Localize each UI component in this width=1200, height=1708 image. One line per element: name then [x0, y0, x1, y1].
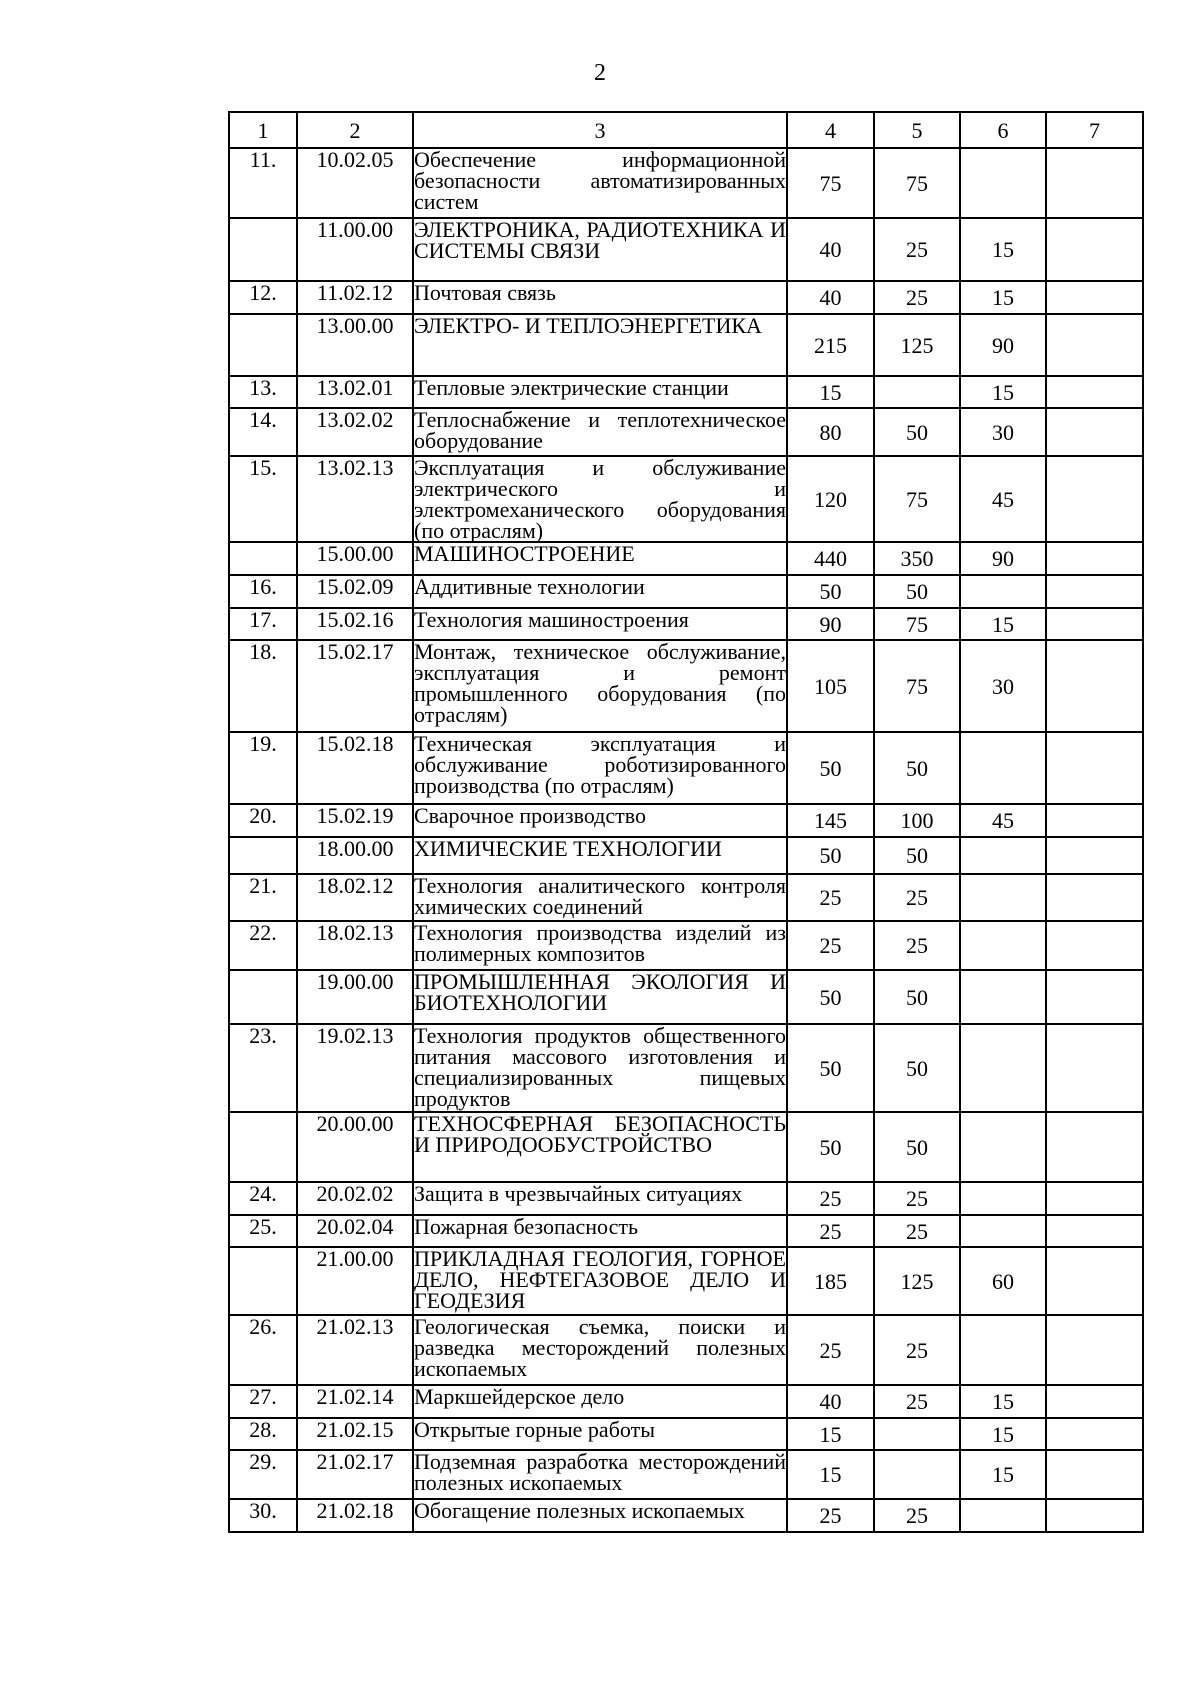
row-number-cell: 26. — [229, 1315, 297, 1385]
col5-value-cell — [874, 1450, 960, 1499]
specialty-name-cell: Открытые горные работы — [413, 1418, 787, 1450]
row-number-cell: 13. — [229, 376, 297, 408]
col7-value-cell — [1046, 1499, 1143, 1532]
col6-value-cell: 15 — [960, 1450, 1046, 1499]
row-number-cell — [229, 314, 297, 376]
column-header: 4 — [787, 112, 874, 148]
col5-value-cell: 25 — [874, 1499, 960, 1532]
col4-value-cell: 185 — [787, 1247, 874, 1315]
specialty-code-cell: 15.02.09 — [297, 575, 413, 608]
row-number-cell: 29. — [229, 1450, 297, 1499]
col5-value-cell: 75 — [874, 640, 960, 732]
table-row — [229, 575, 1143, 608]
col6-value-cell — [960, 970, 1046, 1024]
specialty-code-cell: 21.02.18 — [297, 1499, 413, 1532]
specialty-name-cell: ТЕХНОСФЕРНАЯ БЕЗОПАСНОСТЬ И ПРИРОДООБУСТРОЙСТВО — [413, 1112, 787, 1182]
specialty-code-cell: 18.02.12 — [297, 874, 413, 921]
col5-value-cell: 125 — [874, 1247, 960, 1315]
specialty-code-cell: 21.02.17 — [297, 1450, 413, 1499]
col7-value-cell — [1046, 148, 1143, 218]
specialty-code-cell: 13.02.13 — [297, 456, 413, 542]
specialty-name-cell: ЭЛЕКТРО- И ТЕПЛОЭНЕРГЕТИКА — [413, 314, 787, 376]
column-header: 2 — [297, 112, 413, 148]
col7-value-cell — [1046, 732, 1143, 804]
col4-value-cell: 25 — [787, 1315, 874, 1385]
col4-value-cell: 40 — [787, 218, 874, 281]
specialty-code-cell: 20.02.04 — [297, 1215, 413, 1247]
col5-value-cell: 25 — [874, 1215, 960, 1247]
specialty-name-cell: Технология аналитического контроля химических соединений — [414, 873, 786, 919]
table-row — [229, 1385, 1143, 1418]
row-number-cell: 12. — [229, 281, 297, 314]
group-row — [229, 314, 1143, 376]
col7-value-cell — [1046, 640, 1143, 732]
col7-value-cell — [1046, 608, 1143, 640]
col6-value-cell: 15 — [960, 1385, 1046, 1418]
col5-value-cell: 50 — [874, 732, 960, 804]
specialty-name-cell: Технология производства изделий из полимерных композитов — [413, 921, 787, 970]
table-row — [229, 1024, 1143, 1112]
row-number-cell: 22. — [229, 921, 297, 970]
table-row — [229, 408, 1143, 456]
table-row — [229, 456, 1143, 542]
specialty-code-cell: 13.00.00 — [297, 314, 413, 376]
table-row — [229, 1182, 1143, 1215]
col7-value-cell — [1046, 1247, 1143, 1315]
specialty-code-cell: 11.00.00 — [297, 218, 413, 281]
col6-value-cell — [960, 1182, 1046, 1215]
specialty-name-cell: Теплоснабжение и теплотехническое оборудование — [413, 408, 787, 456]
col7-value-cell — [1046, 575, 1143, 608]
row-number-cell: 30. — [229, 1499, 297, 1532]
col6-value-cell: 45 — [960, 456, 1046, 542]
col5-value-cell: 350 — [874, 542, 960, 575]
col4-value-cell: 440 — [787, 542, 874, 575]
col7-value-cell — [1046, 218, 1143, 281]
header-row — [229, 112, 1143, 148]
col5-value-cell: 100 — [874, 804, 960, 837]
specialty-code-cell: 21.02.14 — [297, 1385, 413, 1418]
table-row — [229, 1499, 1143, 1532]
specialty-name-cell: Эксплуатация и обслуживание электрического и электромеханического оборудования (по отраслям) — [414, 455, 786, 543]
col6-value-cell — [960, 575, 1046, 608]
row-number-cell: 11. — [229, 148, 297, 218]
specialty-code-cell: 18.02.13 — [297, 921, 413, 970]
specialty-name-cell: Геологическая съемка, поиски и разведка месторождений полезных ископаемых — [413, 1315, 787, 1385]
specialty-code-cell: 11.02.12 — [297, 281, 413, 314]
col6-value-cell: 15 — [960, 376, 1046, 408]
table-row — [229, 148, 1143, 218]
specialty-code-cell: 15.02.16 — [297, 608, 413, 640]
column-header: 5 — [874, 112, 960, 148]
col5-value-cell: 25 — [874, 874, 960, 921]
col7-value-cell — [1046, 542, 1143, 575]
row-number-cell — [229, 1247, 297, 1315]
col7-value-cell — [1046, 408, 1143, 456]
col6-value-cell: 45 — [960, 804, 1046, 837]
row-number-cell — [229, 970, 297, 1024]
row-number-cell: 27. — [229, 1385, 297, 1418]
row-number-cell: 25. — [229, 1215, 297, 1247]
col6-value-cell — [960, 148, 1046, 218]
col5-value-cell — [874, 376, 960, 408]
col6-value-cell: 15 — [960, 1418, 1046, 1450]
specialty-name-cell: Монтаж, техническое обслуживание, эксплуатация и ремонт промышленного оборудования (по отраслям) — [413, 640, 787, 732]
page-number: 2 — [594, 60, 606, 86]
col4-value-cell: 40 — [787, 1385, 874, 1418]
col4-value-cell: 15 — [787, 1450, 874, 1499]
specialty-name-cell: МАШИНОСТРОЕНИЕ — [413, 542, 787, 575]
col6-value-cell: 15 — [960, 281, 1046, 314]
col5-value-cell: 50 — [874, 970, 960, 1024]
col4-value-cell: 145 — [787, 804, 874, 837]
col6-value-cell — [960, 921, 1046, 970]
specialty-code-cell: 19.00.00 — [297, 970, 413, 1024]
table-row — [229, 376, 1143, 408]
col6-value-cell — [960, 874, 1046, 921]
specialty-name-cell: Пожарная безопасность — [413, 1215, 787, 1247]
table-row — [229, 874, 1143, 921]
col5-value-cell: 25 — [874, 218, 960, 281]
col6-value-cell: 30 — [960, 408, 1046, 456]
col4-value-cell: 50 — [787, 837, 874, 874]
table-row — [229, 281, 1143, 314]
col6-value-cell: 15 — [960, 218, 1046, 281]
column-header: 3 — [413, 112, 787, 148]
group-row — [229, 1247, 1143, 1315]
row-number-cell: 23. — [229, 1024, 297, 1112]
row-number-cell: 15. — [229, 456, 297, 542]
row-number-cell: 19. — [229, 732, 297, 804]
specialty-code-cell: 15.02.17 — [297, 640, 413, 732]
col4-value-cell: 25 — [787, 921, 874, 970]
row-number-cell: 20. — [229, 804, 297, 837]
specialty-name-cell: Технология машиностроения — [413, 608, 787, 640]
specialty-name-cell: Тепловые электрические станции — [413, 376, 787, 408]
specialty-code-cell: 13.02.01 — [297, 376, 413, 408]
col6-value-cell: 90 — [960, 314, 1046, 376]
table-row — [229, 1215, 1143, 1247]
col7-value-cell — [1046, 281, 1143, 314]
col5-value-cell: 25 — [874, 1182, 960, 1215]
table-body — [229, 148, 1143, 1532]
col6-value-cell — [960, 837, 1046, 874]
col4-value-cell: 50 — [787, 732, 874, 804]
col4-value-cell: 40 — [787, 281, 874, 314]
specialty-code-cell: 21.02.15 — [297, 1418, 413, 1450]
specialty-code-cell: 15.02.19 — [297, 804, 413, 837]
col4-value-cell: 90 — [787, 608, 874, 640]
row-number-cell: 17. — [229, 608, 297, 640]
col7-value-cell — [1046, 1024, 1143, 1112]
col7-value-cell — [1046, 1112, 1143, 1182]
table-row — [229, 608, 1143, 640]
row-number-cell — [229, 1112, 297, 1182]
specialty-name-cell: Обогащение полезных ископаемых — [413, 1499, 787, 1532]
col7-value-cell — [1046, 314, 1143, 376]
row-number-cell: 14. — [229, 408, 297, 456]
specialty-name-cell: Обеспечение информационной безопасности автоматизированных систем — [413, 148, 787, 218]
col7-value-cell — [1046, 921, 1143, 970]
col6-value-cell — [960, 1499, 1046, 1532]
col5-value-cell: 50 — [874, 408, 960, 456]
col6-value-cell — [960, 1024, 1046, 1112]
specialty-code-cell: 15.00.00 — [297, 542, 413, 575]
specialty-code-cell: 21.02.13 — [297, 1315, 413, 1385]
col7-value-cell — [1046, 804, 1143, 837]
specialty-name-cell: Защита в чрезвычайных ситуациях — [413, 1182, 787, 1215]
col6-value-cell: 60 — [960, 1247, 1046, 1315]
specialty-code-cell: 13.02.02 — [297, 408, 413, 456]
col4-value-cell: 50 — [787, 1024, 874, 1112]
specialty-code-cell: 20.02.02 — [297, 1182, 413, 1215]
table-row — [229, 921, 1143, 970]
admission-plan-table — [228, 111, 1144, 1533]
table-row — [229, 640, 1143, 732]
group-row — [229, 542, 1143, 575]
col6-value-cell — [960, 1112, 1046, 1182]
specialty-code-cell: 20.00.00 — [297, 1112, 413, 1182]
col5-value-cell: 25 — [874, 1315, 960, 1385]
col7-value-cell — [1046, 1182, 1143, 1215]
column-header: 7 — [1046, 112, 1143, 148]
col6-value-cell: 90 — [960, 542, 1046, 575]
col7-value-cell — [1046, 837, 1143, 874]
col5-value-cell: 125 — [874, 314, 960, 376]
specialty-code-cell: 10.02.05 — [297, 148, 413, 218]
row-number-cell: 21. — [229, 874, 297, 921]
col4-value-cell: 120 — [787, 456, 874, 542]
column-header: 6 — [960, 112, 1046, 148]
specialty-name-cell: ПРОМЫШЛЕННАЯ ЭКОЛОГИЯ И БИОТЕХНОЛОГИИ — [413, 970, 787, 1024]
specialty-code-cell: 21.00.00 — [297, 1247, 413, 1315]
specialty-code-cell: 15.02.18 — [297, 732, 413, 804]
specialty-name-cell: Техническая эксплуатация и обслуживание роботизированного производства (по отраслям) — [413, 732, 787, 804]
col4-value-cell: 105 — [787, 640, 874, 732]
col4-value-cell: 50 — [787, 970, 874, 1024]
specialty-name-cell: Почтовая связь — [413, 281, 787, 314]
specialty-name-cell: Сварочное производство — [413, 804, 787, 837]
table-row — [229, 804, 1143, 837]
col7-value-cell — [1046, 376, 1143, 408]
col7-value-cell — [1046, 1450, 1143, 1499]
col5-value-cell: 50 — [874, 575, 960, 608]
col7-value-cell — [1046, 1418, 1143, 1450]
row-number-cell: 24. — [229, 1182, 297, 1215]
col4-value-cell: 215 — [787, 314, 874, 376]
col4-value-cell: 75 — [787, 148, 874, 218]
row-number-cell: 16. — [229, 575, 297, 608]
col5-value-cell: 50 — [874, 1024, 960, 1112]
col5-value-cell: 50 — [874, 837, 960, 874]
col4-value-cell: 50 — [787, 1112, 874, 1182]
group-row — [229, 837, 1143, 874]
col5-value-cell — [874, 1418, 960, 1450]
specialty-code-cell: 18.00.00 — [297, 837, 413, 874]
col7-value-cell — [1046, 874, 1143, 921]
row-number-cell — [229, 542, 297, 575]
col5-value-cell: 75 — [874, 608, 960, 640]
col7-value-cell — [1046, 456, 1143, 542]
col4-value-cell: 15 — [787, 376, 874, 408]
specialty-name-cell: ЭЛЕКТРОНИКА, РАДИОТЕХНИКА И СИСТЕМЫ СВЯЗИ — [413, 218, 787, 281]
column-header: 1 — [229, 112, 297, 148]
row-number-cell — [229, 218, 297, 281]
row-number-cell: 18. — [229, 640, 297, 732]
row-number-cell — [229, 837, 297, 874]
col6-value-cell — [960, 1215, 1046, 1247]
col4-value-cell: 25 — [787, 1182, 874, 1215]
group-row — [229, 970, 1143, 1024]
row-number-cell: 28. — [229, 1418, 297, 1450]
col7-value-cell — [1046, 1215, 1143, 1247]
group-row — [229, 218, 1143, 281]
col5-value-cell: 50 — [874, 1112, 960, 1182]
col5-value-cell: 25 — [874, 281, 960, 314]
table-row — [229, 1450, 1143, 1499]
specialty-name-cell: Аддитивные технологии — [413, 575, 787, 608]
specialty-name-cell: Подземная разработка месторождений полезных ископаемых — [413, 1450, 787, 1499]
col5-value-cell: 25 — [874, 1385, 960, 1418]
specialty-code-cell: 19.02.13 — [297, 1024, 413, 1112]
col6-value-cell: 15 — [960, 608, 1046, 640]
col4-value-cell: 15 — [787, 1418, 874, 1450]
table-row — [229, 1418, 1143, 1450]
col4-value-cell: 80 — [787, 408, 874, 456]
col7-value-cell — [1046, 970, 1143, 1024]
col7-value-cell — [1046, 1315, 1143, 1385]
specialty-name-cell: Маркшейдерское дело — [413, 1385, 787, 1418]
col7-value-cell — [1046, 1385, 1143, 1418]
col5-value-cell: 25 — [874, 921, 960, 970]
specialty-name-cell: ХИМИЧЕСКИЕ ТЕХНОЛОГИИ — [413, 837, 787, 874]
table-row — [229, 732, 1143, 804]
col4-value-cell: 50 — [787, 575, 874, 608]
group-row — [229, 1112, 1143, 1182]
col6-value-cell — [960, 732, 1046, 804]
col4-value-cell: 25 — [787, 1215, 874, 1247]
col4-value-cell: 25 — [787, 1499, 874, 1532]
col4-value-cell: 25 — [787, 874, 874, 921]
col6-value-cell — [960, 1315, 1046, 1385]
col6-value-cell: 30 — [960, 640, 1046, 732]
specialty-name-cell: Технология продуктов общественного питания массового изготовления и специализированных пищевых продуктов — [414, 1023, 786, 1111]
col5-value-cell: 75 — [874, 456, 960, 542]
col5-value-cell: 75 — [874, 148, 960, 218]
specialty-name-cell: ПРИКЛАДНАЯ ГЕОЛОГИЯ, ГОРНОЕ ДЕЛО, НЕФТЕГАЗОВОЕ ДЕЛО И ГЕОДЕЗИЯ — [414, 1246, 786, 1313]
table-row — [229, 1315, 1143, 1385]
